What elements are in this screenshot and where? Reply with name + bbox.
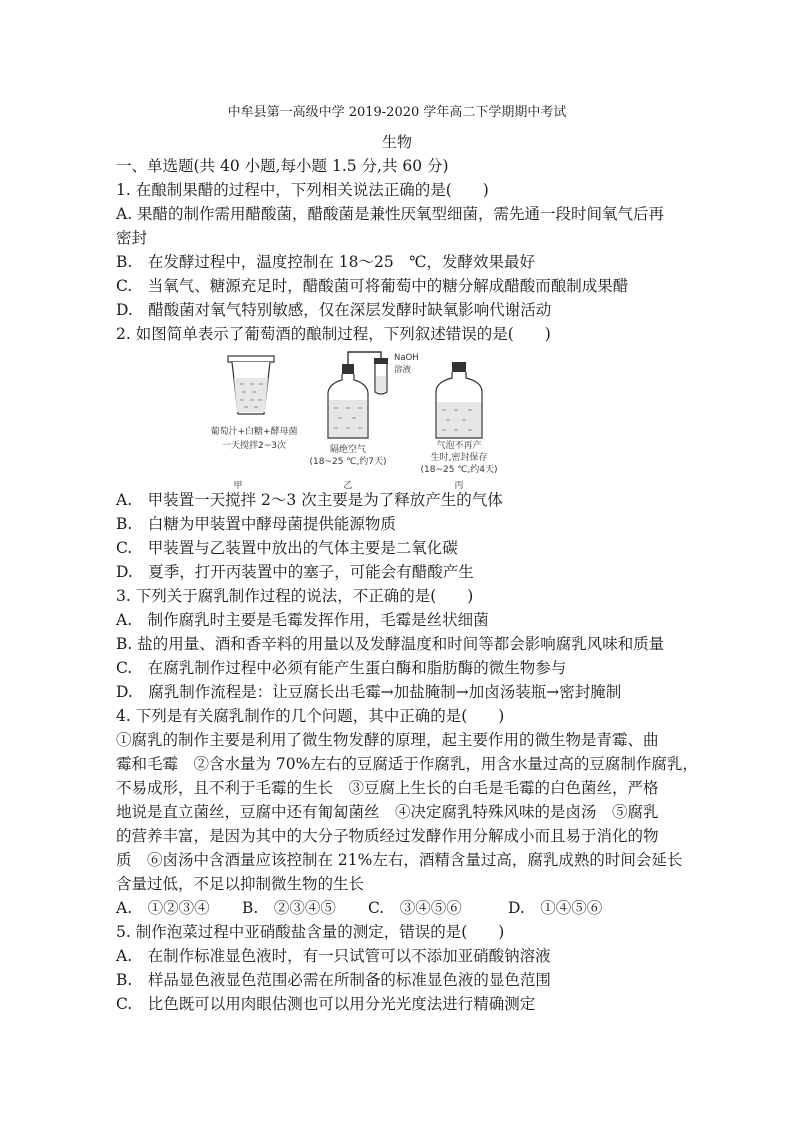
question-4-line1: ①腐乳的制作主要是利用了微生物发酵的原理，起主要作用的微生物是青霉、曲 — [116, 731, 659, 749]
question-3-stem: 3. 下列关于腐乳制作过程的说法，不正确的是( ) — [116, 587, 474, 605]
caption-yi-line1: 隔绝空气 — [329, 445, 367, 455]
beaker-jia — [228, 356, 274, 414]
caption-bing-line1: 气泡不再产 — [436, 441, 482, 451]
question-1-stem: 1. 在酿制果醋的过程中，下列相关说法正确的是( ) — [116, 181, 489, 199]
question-5-option-a: A. 在制作标准显色液时，有一只试管可以不添加亚硝酸钠溶液 — [116, 947, 551, 965]
caption-yi-line2: (18~25 ℃,约7天) — [309, 457, 387, 467]
question-4-line6: 质 ⑥卤汤中含酒量应该控制在 21%左右，酒精含量过高，腐乳成熟的时间会延长 — [116, 851, 683, 869]
question-1-option-c: C. 当氧气、糖源充足时，醋酸菌可将葡萄中的糖分解成醋酸而酿制成果醋 — [116, 277, 629, 295]
question-3-option-b: B. 盐的用量、酒和香辛料的用量以及发酵温度和时间等都会影响腐乳风味和质量 — [116, 635, 665, 653]
question-1-option-d: D. 醋酸菌对氧气特别敏感，仅在深层发酵时缺氧影响代谢活动 — [116, 301, 552, 319]
question-4-line3: 不易成形，且不利于毛霉的生长 ③豆腐上生长的白毛是毛霉的白色菌丝，严格 — [116, 779, 659, 797]
question-3-option-d: D. 腐乳制作流程是：让豆腐长出毛霉→加盐腌制→加卤汤装瓶→密封腌制 — [116, 683, 622, 701]
caption-jia-line1: 葡萄汁+白糖+酵母菌 — [210, 427, 298, 437]
section-heading: 一、单选题(共 40 小题,每小题 1.5 分,共 60 分) — [116, 157, 449, 175]
bottle-yi — [328, 352, 388, 438]
question-1-option-a-line1: A. 果醋的制作需用醋酸菌，醋酸菌是兼性厌氧型细菌，需先通一段时间氧气后再 — [116, 205, 665, 223]
question-5-stem: 5. 制作泡菜过程中亚硝酸盐含量的测定，错误的是( ) — [116, 923, 505, 941]
question-4-line5: 的营养丰富，是因为其中的大分子物质经过发酵作用分解成小而且易于消化的物 — [116, 827, 659, 845]
caption-jia-line2: 一天搅拌2~3次 — [222, 441, 286, 451]
question-4-line7: 含量过低，不足以抑制微生物的生长 — [116, 875, 365, 893]
caption-bing-line3: (18~25 ℃,约4天) — [420, 465, 498, 475]
question-2-option-c: C. 甲装置与乙装置中放出的气体主要是二氧化碳 — [116, 539, 458, 557]
label-jia: 甲 — [233, 481, 243, 490]
question-4-option-c: C. ③④⑤⑥ — [368, 899, 462, 917]
naoh-label: NaOH — [394, 353, 419, 363]
subject-heading: 生物 — [381, 133, 412, 151]
question-2-option-b: B. 白糖为甲装置中酵母菌提供能源物质 — [116, 515, 396, 533]
label-yi: 乙 — [343, 481, 353, 490]
bottle-bing — [436, 362, 482, 438]
question-5-option-b: B. 样品显色液显色范围必需在所制备的标准显色液的显色范围 — [116, 971, 551, 989]
exam-title: 中牟县第一高级中学 2019-2020 学年高二下学期期中考试 — [227, 105, 567, 120]
question-4-stem: 4. 下列是有关腐乳制作的几个问题，其中正确的是( ) — [116, 707, 505, 725]
question-5-option-c: C. 比色既可以用肉眼估测也可以用分光光度法进行精确测定 — [116, 995, 536, 1013]
question-2-stem: 2. 如图简单表示了葡萄酒的酿制过程，下列叙述错误的是( ) — [116, 325, 551, 343]
question-4-option-d: D. ①④⑤⑥ — [508, 899, 603, 917]
caption-bing-line2: 生时,密封保存 — [430, 453, 488, 463]
question-3-option-c: C. 在腐乳制作过程中必须有能产生蛋白酶和脂肪酶的微生物参与 — [116, 659, 567, 677]
wine-fermentation-figure — [196, 348, 516, 490]
question-1-option-a-line2: 密封 — [116, 229, 148, 247]
naoh-solution-label: 溶液 — [394, 365, 412, 375]
question-4-option-a: A. ①②③④ — [116, 899, 210, 917]
question-4-options — [116, 898, 636, 918]
question-2-option-d: D. 夏季，打开丙装置中的塞子，可能会有醋酸产生 — [116, 563, 474, 581]
question-4-option-b: B. ②③④⑤ — [242, 899, 336, 917]
question-2-option-a: A. 甲装置一天搅拌 2～3 次主要是为了释放产生的气体 — [116, 491, 503, 509]
question-3-option-a: A. 制作腐乳时主要是毛霉发挥作用，毛霉是丝状细菌 — [116, 611, 489, 629]
label-bing: 丙 — [454, 481, 464, 490]
question-1-option-b: B. 在发酵过程中，温度控制在 18～25 ℃，发酵效果最好 — [116, 253, 536, 271]
question-4-line2: 霉和毛霉 ②含水量为 70%左右的豆腐适于作腐乳，用含水量过高的豆腐制作腐乳， — [116, 755, 698, 773]
question-4-line4: 地说是直立菌丝，豆腐中还有匍匐菌丝 ④决定腐乳特殊风味的是卤汤 ⑤腐乳 — [116, 803, 659, 821]
